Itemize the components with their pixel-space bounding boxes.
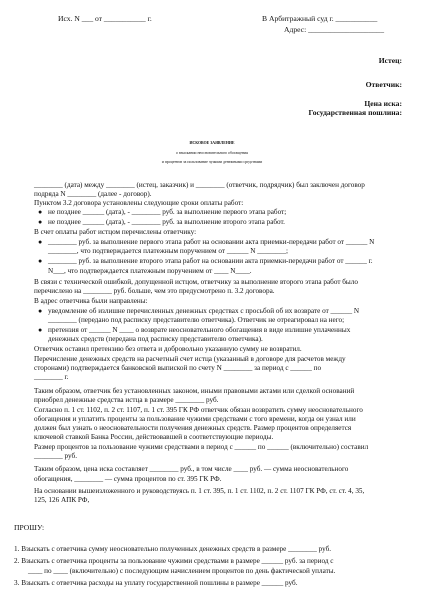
request-item: ____ по ____ (включительно) с последующим начислением процентов по день фактической уплаты. <box>28 567 336 575</box>
body-line: приобрел денежные средства истца в размере ________ руб. <box>34 396 219 404</box>
body-line: денежных средств (передана под расписку представителю ответчика). <box>48 335 263 343</box>
claim-price-label: Цена иска: <box>364 99 402 108</box>
body-line: Таким образом, цена иска составляет ________ руб., в том числе ____ руб. — сумма неосновательного <box>34 465 349 473</box>
body-line: перечислено на ________ руб. больше, чем это предусмотрено п. 3.2 договора. <box>34 287 275 295</box>
court-name: В Арбитражный суд г. ___________ <box>262 14 378 23</box>
body-line: ________ г. <box>34 373 69 381</box>
bullet-icon: ● <box>38 218 43 226</box>
plaintiff-label: Истец: <box>378 56 402 65</box>
body-line: Согласно п. 1 ст. 1102, п. 2 ст. 1107, п. 1 ст. 395 ГК РФ ответчик обязан возвратить сумму неосновательного <box>34 406 363 414</box>
body-line: На основании вышеизложенного и руководствуясь п. 1 ст. 395, п. 1 ст. 1102, п. 2 ст. 1107 ГК РФ, ст. ст. 4, 35, <box>34 487 365 495</box>
body-line: ________ (передано под расписку представителю ответчика). Ответчик не отреагировал на него; <box>48 316 345 324</box>
body-line: обогащения, ________ — сумма процентов по ст. 395 ГК РФ. <box>34 475 222 483</box>
court-address: Адрес: ____________________ <box>284 25 385 34</box>
body-line: уведомление об излишне перечисленных денежных средствах с просьбой об их возврате от ______ N <box>48 307 360 315</box>
body-line: претензия от ______ N ____ о возврате неосновательного обогащения в виде излишне уплаченных <box>48 326 351 334</box>
outgoing-ref: Исх. N ___ от ___________ г. <box>58 14 152 23</box>
bullet-icon: ● <box>38 208 43 216</box>
body-line: ________, что подтверждается платежным поручением от ______ N ________; <box>48 247 288 255</box>
body-line: Пунктом 3.2 договора установлены следующие сроки оплаты работ: <box>34 199 244 207</box>
body-line: ________ руб. за выполнение второго этапа работ на основании акта приемки-передачи работ от ______ г. <box>48 257 373 265</box>
body-line: Перечисление денежных средств на расчетный счет истца (указанный в договоре для расчетов между <box>34 355 346 363</box>
request-item: 3. Взыскать с ответчика расходы на уплату государственной пошлины в размере ______ руб. <box>14 579 298 587</box>
body-line: ключевой ставкой Банка России, действовавшей в соответствующие периоды. <box>34 433 274 441</box>
bullet-icon: ● <box>38 307 43 315</box>
body-line: Таким образом, ответчик без установленных законом, иными правовыми актами или сделкой оснований <box>34 387 355 395</box>
document-subtitle-2: и процентов за пользование чужими денежными средствами <box>161 160 263 164</box>
request-item: 2. Взыскать с ответчика проценты за пользование чужими средствами в размере ______ руб. за период с <box>14 557 334 565</box>
defendant-label: Ответчик: <box>365 80 402 89</box>
body-line: В счет оплаты работ истцом перечислены ответчику: <box>34 228 197 236</box>
body-line: Ответчик оставил претензию без ответа и добровольно указанную сумму не возвратил. <box>34 345 302 353</box>
bullet-icon: ● <box>38 326 43 334</box>
state-fee-label: Государственная пошлина: <box>308 108 402 117</box>
body-line: В адрес ответчика были направлены: <box>34 297 148 305</box>
bullet-icon: ● <box>38 238 43 246</box>
document-subtitle-1: о взыскании неосновательного обогащения <box>176 151 248 155</box>
bullet-icon: ● <box>38 257 43 265</box>
request-heading: ПРОШУ: <box>14 523 45 532</box>
body-line: ________ (дата) между ________ (истец, заказчик) и ________ (ответчик, подрядчик) был заключен договор <box>34 181 365 189</box>
body-line: не позднее ______ (дата), - ________ руб. за выполнение второго этапа работ. <box>48 218 285 226</box>
body-line: Размер процентов за пользование чужими средствами в период с ______ по ______ (включительно) составил <box>34 443 369 451</box>
request-item: 1. Взыскать с ответчика сумму неосновательно полученных денежных средств в размере ________ руб. <box>14 545 332 553</box>
body-line: сторонами) подтверждается банковской выпиской по счету N ________ за период с ______ по <box>34 364 322 372</box>
body-line: N___, что подтверждается платежным поручением от ____ N____. <box>48 267 252 275</box>
body-line: обогащения и уплатить проценты за пользование чужими средствами с того времени, когда он узнал или <box>34 415 356 423</box>
body-line: не позднее ______ (дата), - ________ руб. за выполнение первого этапа работ; <box>48 208 287 216</box>
body-line: В связи с технической ошибкой, допущенной истцом, ответчику за выполнение второго этапа работ было <box>34 278 358 286</box>
body-line: ________ руб. за выполнение первого этапа работ на основании акта приемки-передачи работ от ______ N <box>48 238 375 246</box>
body-line: подряда N ________ (далее - договор). <box>34 190 152 198</box>
body-line: ________ руб. <box>34 452 77 460</box>
body-line: 125, 126 АПК РФ, <box>34 496 90 504</box>
document-title: ИСКОВОЕ ЗАЯВЛЕНИЕ <box>189 141 235 145</box>
body-line: должен был узнать о неосновательности получения денежных средств. Размер процентов определяется <box>34 424 352 432</box>
